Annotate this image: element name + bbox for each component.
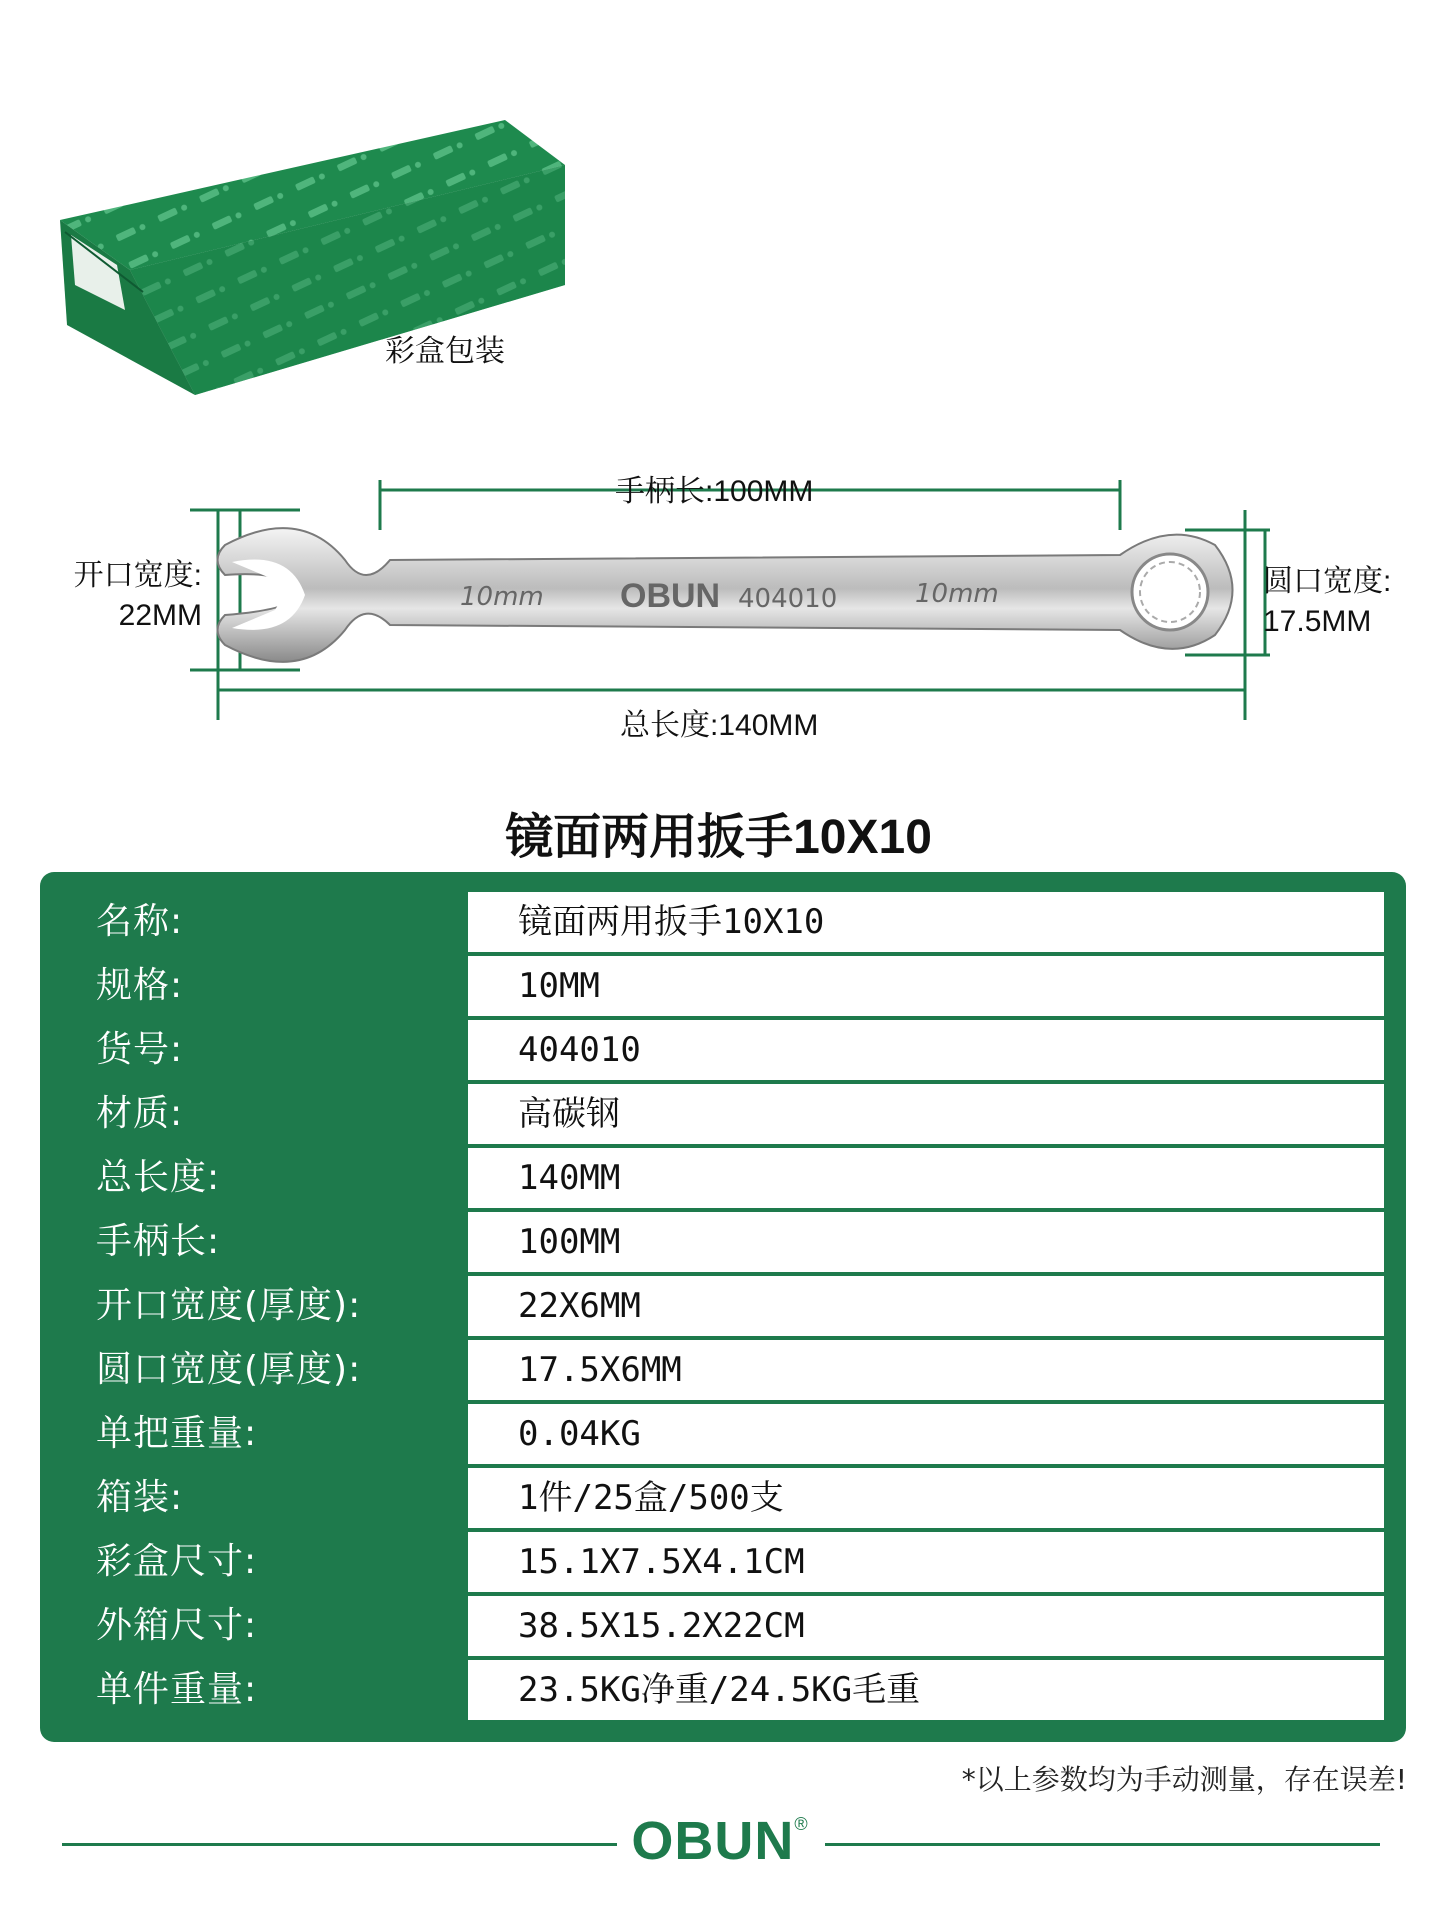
brand-name: OBUN [631, 1811, 795, 1871]
brand-logo [630, 1810, 810, 1872]
spec-row [62, 892, 1384, 952]
spec-value: 38.5X15.2X22CM [468, 1596, 1384, 1656]
spec-row [62, 1340, 1384, 1400]
wrench-size-mark-left: 10mm [460, 582, 544, 612]
spec-label: 总长度: [62, 1148, 462, 1208]
spec-row [62, 956, 1384, 1016]
product-title: 镜面两用扳手10X10 [505, 811, 932, 864]
spec-label: 外箱尺寸: [62, 1596, 462, 1656]
spec-value: 高碳钢 [468, 1084, 1384, 1144]
spec-value: 22X6MM [468, 1276, 1384, 1336]
spec-label: 单把重量: [62, 1404, 462, 1464]
spec-label: 开口宽度(厚度): [62, 1276, 462, 1336]
spec-label: 材质: [62, 1084, 462, 1144]
spec-value: 140MM [468, 1148, 1384, 1208]
registered-mark: ® [794, 1814, 809, 1834]
spec-label: 货号: [62, 1020, 462, 1080]
spec-label: 箱装: [62, 1468, 462, 1528]
spec-row [62, 1404, 1384, 1464]
wrench-size-mark-right: 10mm [915, 579, 999, 609]
ring-width-title: 圆口宽度: [1263, 565, 1392, 598]
spec-row [62, 1468, 1384, 1528]
spec-value: 0.04KG [468, 1404, 1384, 1464]
spec-value: 23.5KG净重/24.5KG毛重 [468, 1660, 1384, 1720]
spec-row [62, 1276, 1384, 1336]
open-width-label [62, 556, 202, 636]
spec-value: 10MM [468, 956, 1384, 1016]
spec-row [62, 1596, 1384, 1656]
footer-divider-left [62, 1843, 617, 1846]
spec-label: 单件重量: [62, 1660, 462, 1720]
spec-value: 404010 [468, 1020, 1384, 1080]
spec-row [62, 1020, 1384, 1080]
total-length-label: 总长度:140MM [620, 709, 819, 742]
spec-label: 名称: [62, 892, 462, 952]
packaging-label: 彩盒包装 [385, 334, 505, 369]
spec-row [62, 1532, 1384, 1592]
spec-row [62, 1660, 1384, 1720]
spec-value: 15.1X7.5X4.1CM [468, 1532, 1384, 1592]
footer-divider-right [825, 1843, 1380, 1846]
wrench-code-mark: 404010 [738, 584, 838, 614]
spec-label: 彩盒尺寸: [62, 1532, 462, 1592]
spec-value: 镜面两用扳手10X10 [468, 892, 1384, 952]
wrench-brand-mark: OBUN [620, 577, 721, 615]
measurement-note: *以上参数均为手动测量，存在误差! [961, 1763, 1407, 1796]
spec-row [62, 1084, 1384, 1144]
spec-label: 圆口宽度(厚度): [62, 1340, 462, 1400]
spec-row [62, 1148, 1384, 1208]
handle-length-label: 手柄长:100MM [615, 475, 814, 508]
spec-label: 规格: [62, 956, 462, 1016]
spec-value: 1件/25盒/500支 [468, 1468, 1384, 1528]
open-width-value: 22MM [118, 599, 202, 632]
open-width-title: 开口宽度: [73, 559, 202, 592]
spec-row [62, 1212, 1384, 1272]
spec-label: 手柄长: [62, 1212, 462, 1272]
spec-value: 100MM [468, 1212, 1384, 1272]
spec-value: 17.5X6MM [468, 1340, 1384, 1400]
ring-width-value: 17.5MM [1263, 605, 1372, 638]
ring-width-label [1263, 562, 1391, 642]
spec-table [62, 892, 1384, 1724]
